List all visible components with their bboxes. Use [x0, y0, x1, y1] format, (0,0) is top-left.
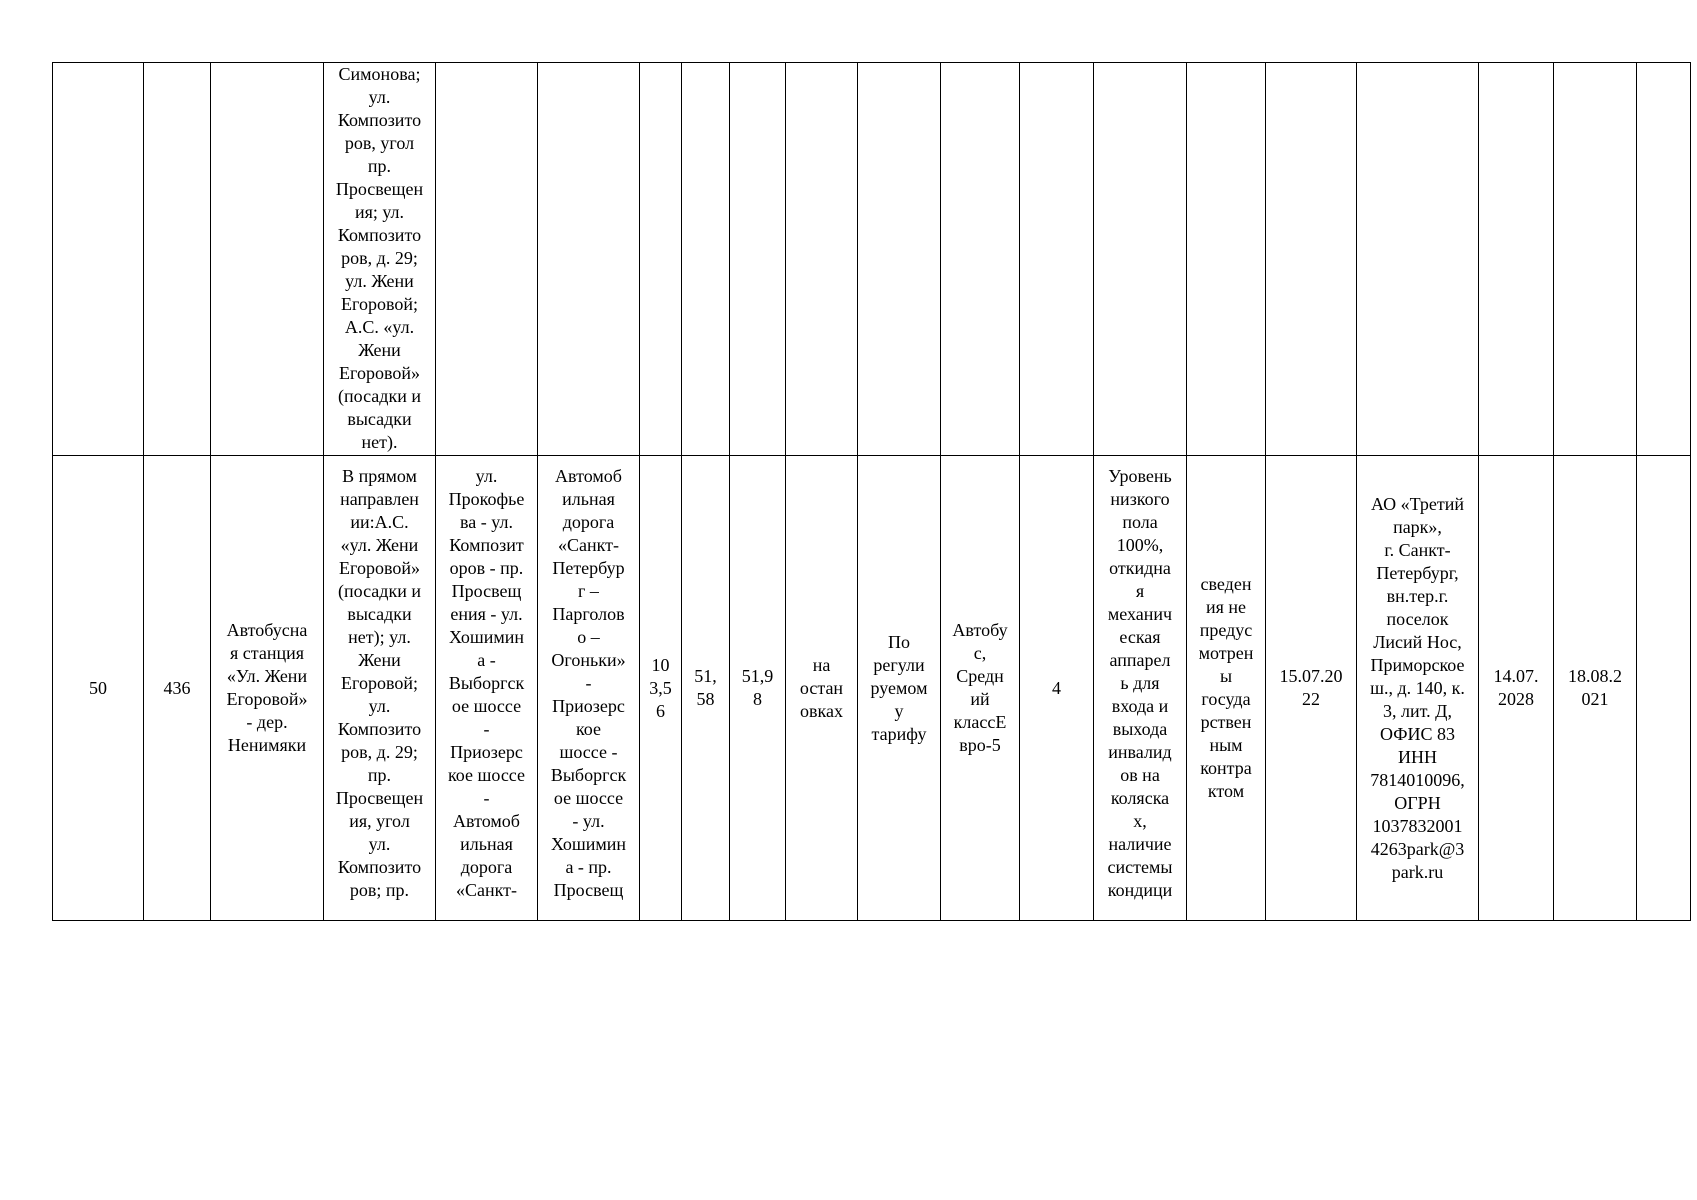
cell-last [1637, 456, 1691, 921]
cell-streets-forward: ул. Прокофье ва - ул. Композит оров - пр. Просвещ ения - ул. Хошимин а - Выборгск ое шоссе - Приозерс кое шоссе - Автомоб ильная дорога «Санкт- [436, 456, 538, 921]
cell-vehicle-count [1020, 63, 1094, 456]
cell-boarding-order: на остан овках [786, 456, 858, 921]
route-registry-table [52, 62, 1691, 921]
cell-vehicle [941, 63, 1020, 456]
cell-change-date [1554, 63, 1637, 456]
cell-number [53, 63, 144, 456]
cell-length-backward [730, 63, 786, 456]
cell-vehicle-count: 4 [1020, 456, 1094, 921]
cell-contract-info: сведен ия не предус мотрен ы госуда рствен ным контра ктом [1187, 456, 1266, 921]
cell-boarding-order [786, 63, 858, 456]
cell-start-date [1266, 63, 1357, 456]
cell-route-number [144, 63, 211, 456]
table-row-continuation [53, 63, 1691, 456]
cell-number: 50 [53, 456, 144, 921]
cell-route-name [211, 63, 324, 456]
cell-end-date: 14.07. 2028 [1479, 456, 1554, 921]
cell-transport-type [858, 63, 941, 456]
cell-stops: В прямом направлен ии:А.С. «ул. Жени Егоровой» (посадки и высадки нет); ул. Жени Егоровой; ул. Композито ров, д. 29; пр. Просвещен ия, угол ул. Композито ров; пр. [324, 456, 436, 921]
cell-streets-backward: Автомоб ильная дорога «Санкт- Петербур г – Парголов о – Огоньки» - Приозерс кое шоссе - Выборгск ое шоссе - ул. Хошимин а - пр. Просвещ [538, 456, 640, 921]
cell-stops: Симонова; ул. Композито ров, угол пр. Просвещен ия; ул. Композито ров, д. 29; ул. Жени Егоровой; А.С. «ул. Жени Егоровой» (посадки и высадки нет). [324, 63, 436, 456]
cell-route-number: 436 [144, 456, 211, 921]
cell-vehicle-features: Уровень низкого пола 100%, откидна я механич еская аппарел ь для входа и выхода инвалид ов на коляска х, наличие системы кондици [1094, 456, 1187, 921]
cell-transport-type: По регули руемом у тарифу [858, 456, 941, 921]
cell-start-date: 15.07.20 22 [1266, 456, 1357, 921]
cell-length-total [640, 63, 682, 456]
table-row-route-436 [53, 456, 1691, 921]
cell-vehicle-features [1094, 63, 1187, 456]
cell-route-name: Автобусна я станция «Ул. Жени Егоровой» - дер. Ненимяки [211, 456, 324, 921]
cell-end-date [1479, 63, 1554, 456]
cell-streets-backward [538, 63, 640, 456]
cell-carrier [1357, 63, 1479, 456]
cell-contract-info [1187, 63, 1266, 456]
cell-streets-forward [436, 63, 538, 456]
cell-change-date: 18.08.2 021 [1554, 456, 1637, 921]
cell-length-backward: 51,9 8 [730, 456, 786, 921]
cell-vehicle: Автобу с, Средн ий классЕ вро-5 [941, 456, 1020, 921]
cell-length-forward [682, 63, 730, 456]
cell-length-forward: 51, 58 [682, 456, 730, 921]
cell-carrier: АО «Третий парк», г. Санкт- Петербург, вн.тер.г. поселок Лисий Нос, Приморское ш., д. 140, к. 3, лит. Д, ОФИС 83 ИНН 7814010096, ОГРН 1037832001 4263park@3 park.ru [1357, 456, 1479, 921]
cell-length-total: 10 3,5 6 [640, 456, 682, 921]
cell-last [1637, 63, 1691, 456]
